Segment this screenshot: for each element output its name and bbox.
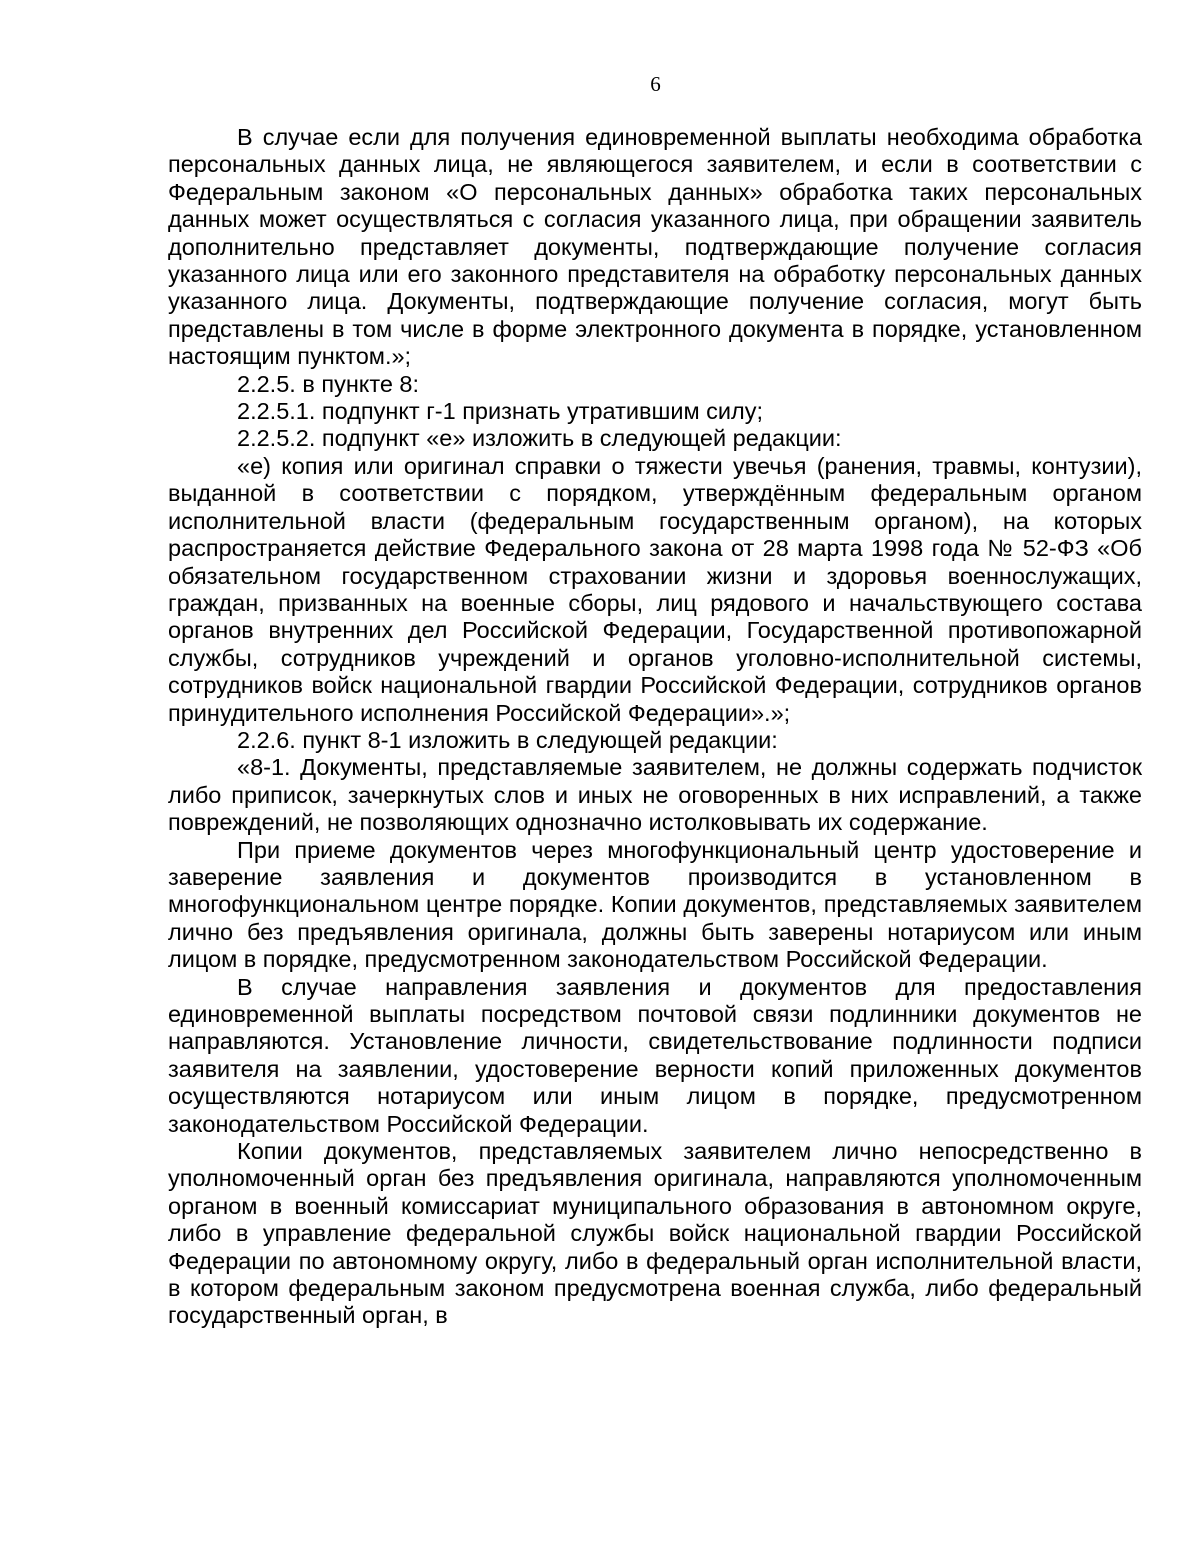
paragraph-clause-2-2-5-2: 2.2.5.2. подпункт «е» изложить в следующей редакции: [237,425,842,452]
paragraph-mfc-acceptance: При приеме документов через многофункциональный центр удостоверение и заверение заявления и документов производится в установленном в многофункциональном центре порядке. Копии документов, представляемых заявителем лично без предъявления оригинала, должны быть заверены нотариусом или иным лицом в порядке, предусмотренном законодательством Российской Федерации. [168,836,1142,973]
paragraph-postal-submission: В случае направления заявления и документов для предоставления единовременной выплаты посредством почтовой связи подлинники документов не направляются. Установление личности, свидетельствование подлинности подписи заявителя на заявлении, удостоверение верности копий приложенных документов осуществляются нотариусом или иным лицом в порядке, предусмотренном законодательством Российской Федерации. [168,973,1142,1137]
paragraph-clause-2-2-6: 2.2.6. пункт 8-1 изложить в следующей редакции: [237,726,778,753]
paragraph-copies-forwarding: Копии документов, представляемых заявителем лично непосредственно в уполномоченный орган без предъявления оригинала, направляются уполномоченным органом в военный комиссариат муниципального образования в автономном округе, либо в управление федеральной службы войск национальной гвардии Российской Федерации по автономному округу, либо в федеральный орган исполнительной власти, в котором федеральным законом предусмотрена военная служба, либо федеральный государственный орган, в [168,1138,1142,1329]
paragraph-clause-8-1: «8-1. Документы, представляемые заявителем, не должны содержать подчисток либо приписок, зачеркнутых слов и иных не оговоренных в них исправлений, а также повреждений, не позволяющих однозначно истолковывать их содержание. [168,754,1142,836]
paragraph-personal-data-consent: В случае если для получения единовременной выплаты необходима обработка персональных данных лица, не являющегося заявителем, и если в соответствии с Федеральным законом «О персональных данных» обработка таких персональных данных может осуществляться с согласия указанного лица, при обращении заявитель дополнительно представляет документы, подтверждающие получение согласия указанного лица или его законного представителя на обработку персональных данных указанного лица. Документы, подтверждающие получение согласия, могут быть представлены в том числе в форме электронного документа в порядке, установленном настоящим пунктом.»; [168,124,1142,370]
document-body [168,124,1142,1330]
paragraph-subclause-e: «е) копия или оригинал справки о тяжести увечья (ранения, травмы, контузии), выданной в соответствии с порядком, утверждённым федеральным органом исполнительной власти (федеральным государственным органом), на которых распространяется действие Федерального закона от 28 марта 1998 года № 52-ФЗ «Об обязательном государственном страховании жизни и здоровья военнослужащих, граждан, призванных на военные сборы, лиц рядового и начальствующего состава органов внутренних дел Российской Федерации, Государственной противопожарной службы, сотрудников учреждений и органов уголовно-исполнительной системы, сотрудников войск национальной гвардии Российской Федерации, сотрудников органов принудительного исполнения Российской Федерации».»; [168,452,1142,726]
paragraph-clause-2-2-5: 2.2.5. в пункте 8: [237,370,420,397]
page-number: 6 [650,72,661,96]
paragraph-clause-2-2-5-1: 2.2.5.1. подпункт г-1 признать утратившим силу; [237,398,764,425]
